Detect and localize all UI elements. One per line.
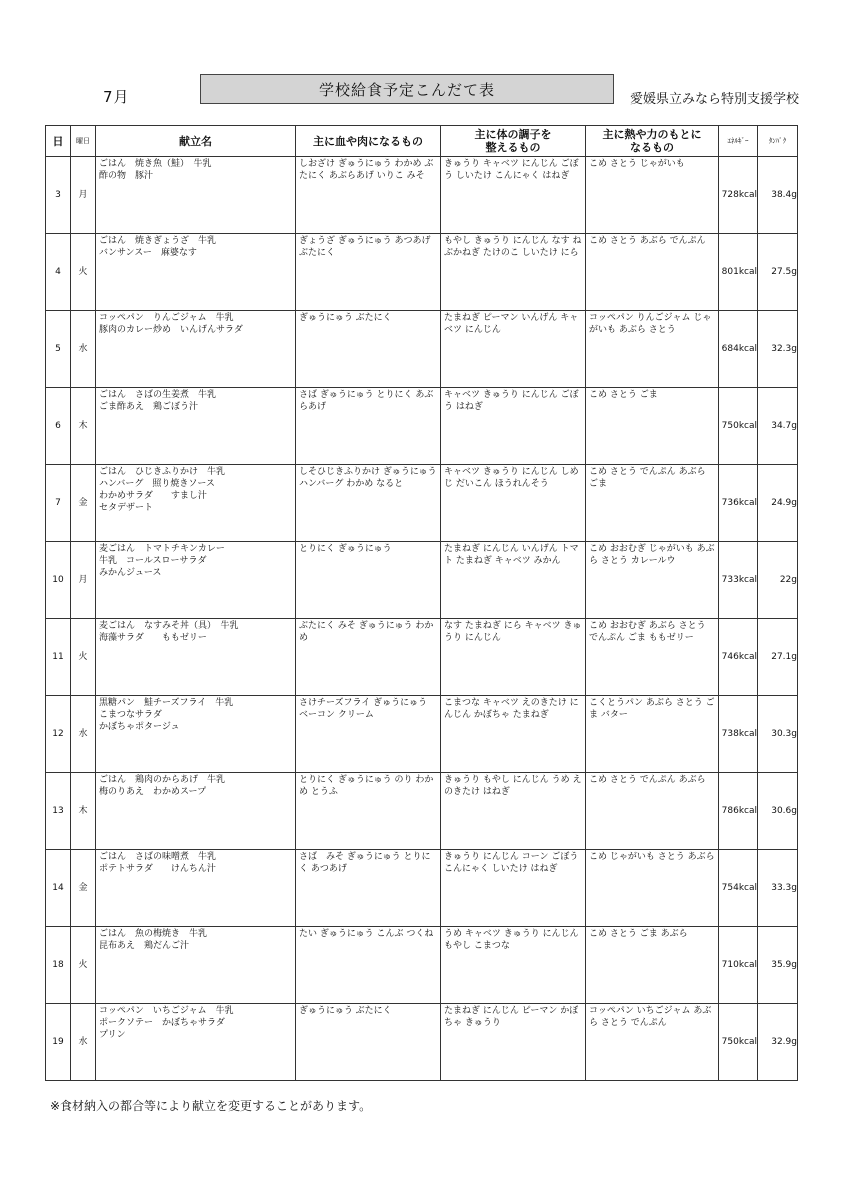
protein-cell: 30.6g (758, 773, 798, 850)
table-row (46, 696, 798, 773)
header-heat-line1: 主に熱や力のもとに (602, 128, 702, 141)
day-cell: 12 (46, 696, 71, 773)
school-name: 愛媛県立みなら特別支援学校 (630, 92, 800, 107)
menu-cell: 麦ごはん トマトチキンカレー 牛乳 コールスローサラダ みかんジュース (99, 544, 225, 578)
blood-cell: ぎゅうにゅう ぶたにく (299, 313, 392, 323)
protein-cell: 27.5g (758, 234, 798, 311)
heat-cell: こくとうパン あぶら さとう ごま バター (589, 698, 715, 720)
header-heat-line2: なるもの (630, 141, 674, 154)
page-title-text: 学校給食予定こんだて表 (318, 80, 495, 99)
heat-cell: こめ さとう ごま (589, 390, 658, 400)
body-cell: きゅうり もやし にんじん うめ えのきたけ はねぎ (444, 775, 582, 797)
body-cell: たまねぎ にんじん いんげん トマト たまねぎ キャベツ みかん (444, 544, 579, 566)
day-cell: 10 (46, 542, 71, 619)
weekday-cell: 水 (71, 696, 96, 773)
energy-cell: 750kcal (719, 388, 758, 465)
blood-cell: さば みそ ぎゅうにゅう とりにく あつあげ (299, 852, 431, 874)
day-cell: 7 (46, 465, 71, 542)
protein-cell: 34.7g (758, 388, 798, 465)
blood-cell: ぎょうざ ぎゅうにゅう あつあげ ぶたにく (299, 236, 431, 258)
table-row (46, 542, 798, 619)
energy-cell: 733kcal (719, 542, 758, 619)
heat-cell: こめ じゃがいも さとう あぶら (589, 852, 715, 862)
day-cell: 4 (46, 234, 71, 311)
protein-cell: 32.3g (758, 311, 798, 388)
table-row (46, 388, 798, 465)
day-cell: 18 (46, 927, 71, 1004)
energy-cell: 786kcal (719, 773, 758, 850)
header-weekday: 曜日 (71, 126, 96, 157)
weekday-cell: 火 (71, 619, 96, 696)
menu-cell: 麦ごはん なすみそ丼（具） 牛乳 海藻サラダ ももゼリー (99, 621, 239, 643)
footnote: ※食材納入の都合等により献立を変更することがあります。 (50, 1099, 372, 1113)
energy-cell: 746kcal (719, 619, 758, 696)
menu-cell: ごはん さばの生姜煮 牛乳 ごま酢あえ 鶏ごぼう汁 (99, 390, 217, 412)
body-cell: キャベツ きゅうり にんじん ごぼう はねぎ (444, 390, 579, 412)
energy-cell: 710kcal (719, 927, 758, 1004)
day-cell: 11 (46, 619, 71, 696)
weekday-cell: 金 (71, 465, 96, 542)
blood-cell: さけチーズフライ ぎゅうにゅう ベーコン クリーム (299, 698, 427, 720)
day-cell: 13 (46, 773, 71, 850)
table-row (46, 234, 798, 311)
blood-cell: さば ぎゅうにゅう とりにく あぶらあげ (299, 390, 434, 412)
protein-cell: 38.4g (758, 157, 798, 234)
heat-cell: こめ さとう あぶら でんぷん (589, 236, 706, 246)
energy-cell: 728kcal (719, 157, 758, 234)
header-body-line2: 整えるもの (485, 141, 541, 154)
header-protein: ﾀﾝﾊﾟｸ (758, 126, 798, 157)
blood-cell: しおざけ ぎゅうにゅう わかめ ぶたにく あぶらあげ いりこ みそ (299, 159, 434, 181)
header-energy: ｴﾈﾙｷﾞｰ (719, 126, 758, 157)
weekday-cell: 火 (71, 927, 96, 1004)
header-body (441, 126, 586, 157)
menu-cell: ごはん さばの味噌煮 牛乳 ポテトサラダ けんちん汁 (99, 852, 217, 874)
energy-cell: 684kcal (719, 311, 758, 388)
heat-cell: こめ おおむぎ じゃがいも あぶら さとう カレールウ (589, 544, 715, 566)
day-cell: 6 (46, 388, 71, 465)
table-header-row (46, 126, 798, 157)
heat-cell: こめ さとう ごま あぶら (589, 929, 688, 939)
heat-cell: こめ おおむぎ あぶら さとう でんぷん ごま ももゼリー (589, 621, 706, 643)
header-heat (586, 126, 719, 157)
body-cell: なす たまねぎ にら キャベツ きゅうり にんじん (444, 621, 582, 643)
blood-cell: ぶたにく みそ ぎゅうにゅう わかめ (299, 621, 434, 643)
heat-cell: コッペパン りんごジャム じゃがいも あぶら さとう (589, 313, 712, 335)
protein-cell: 27.1g (758, 619, 798, 696)
page-title (200, 74, 614, 104)
table-row (46, 927, 798, 1004)
day-cell: 5 (46, 311, 71, 388)
energy-cell: 754kcal (719, 850, 758, 927)
table-row (46, 465, 798, 542)
menu-cell: 黒糖パン 鮭チーズフライ 牛乳 こまつなサラダ かぼちゃポタージュ (99, 698, 234, 732)
body-cell: たまねぎ ピーマン いんげん キャベツ にんじん (444, 313, 579, 335)
table-row (46, 773, 798, 850)
weekday-cell: 火 (71, 234, 96, 311)
weekday-cell: 月 (71, 157, 96, 234)
table-row (46, 619, 798, 696)
header-body-line1: 主に体の調子を (474, 128, 552, 141)
body-cell: うめ キャベツ きゅうり にんじん もやし こまつな (444, 929, 579, 951)
menu-cell: ごはん 焼き魚（鮭） 牛乳 酢の物 豚汁 (99, 159, 212, 181)
heat-cell: こめ さとう でんぷん あぶら (589, 775, 706, 785)
weekday-cell: 木 (71, 773, 96, 850)
weekday-cell: 月 (71, 542, 96, 619)
menu-cell: ごはん 魚の梅焼き 牛乳 昆布あえ 鶏だんご汁 (99, 929, 208, 951)
weekday-cell: 木 (71, 388, 96, 465)
menu-table (45, 125, 798, 1081)
weekday-cell: 水 (71, 1004, 96, 1081)
menu-cell: ごはん 鶏肉のからあげ 牛乳 梅のりあえ わかめスープ (99, 775, 226, 797)
heat-cell: こめ さとう でんぷん あぶら ごま (589, 467, 706, 489)
menu-cell: コッペパン りんごジャム 牛乳 豚肉のカレー炒め いんげんサラダ (99, 313, 243, 335)
energy-cell: 750kcal (719, 1004, 758, 1081)
protein-cell: 32.9g (758, 1004, 798, 1081)
table-row (46, 157, 798, 234)
day-cell: 19 (46, 1004, 71, 1081)
protein-cell: 22g (758, 542, 798, 619)
energy-cell: 801kcal (719, 234, 758, 311)
table-row (46, 311, 798, 388)
energy-cell: 736kcal (719, 465, 758, 542)
body-cell: キャベツ きゅうり にんじん しめじ だいこん ほうれんそう (444, 467, 579, 489)
body-cell: きゅうり にんじん コーン ごぼう こんにゃく しいたけ はねぎ (444, 852, 579, 874)
blood-cell: しそひじきふりかけ ぎゅうにゅう ハンバーグ わかめ なると (299, 467, 437, 489)
table-row (46, 1004, 798, 1081)
header-blood: 主に血や肉になるもの (296, 126, 441, 157)
body-cell: たまねぎ にんじん ピーマン かぼちゃ きゅうり (444, 1006, 579, 1028)
table-row (46, 850, 798, 927)
menu-cell: ごはん ひじきふりかけ 牛乳 ハンバーグ 照り焼きソース わかめサラダ すまし汁 セタデザート (99, 467, 226, 513)
weekday-cell: 金 (71, 850, 96, 927)
weekday-cell: 水 (71, 311, 96, 388)
protein-cell: 30.3g (758, 696, 798, 773)
body-cell: きゅうり キャベツ にんじん ごぼう しいたけ こんにゃく はねぎ (444, 159, 579, 181)
energy-cell: 738kcal (719, 696, 758, 773)
menu-cell: ごはん 焼きぎょうざ 牛乳 バンサンスー 麻婆なす (99, 236, 217, 258)
heat-cell: コッペパン いちごジャム あぶら さとう でんぷん (589, 1006, 712, 1028)
blood-cell: とりにく ぎゅうにゅう (299, 544, 392, 554)
blood-cell: ぎゅうにゅう ぶたにく (299, 1006, 392, 1016)
protein-cell: 33.3g (758, 850, 798, 927)
day-cell: 3 (46, 157, 71, 234)
month-label: 7月 (103, 88, 130, 106)
blood-cell: とりにく ぎゅうにゅう のり わかめ とうふ (299, 775, 434, 797)
header-menu: 献立名 (96, 126, 296, 157)
protein-cell: 35.9g (758, 927, 798, 1004)
menu-cell: コッペパン いちごジャム 牛乳 ポークソテー かぼちゃサラダ プリン (99, 1006, 234, 1040)
header-day: 日 (46, 126, 71, 157)
blood-cell: たい ぎゅうにゅう こんぶ つくね (299, 929, 434, 939)
day-cell: 14 (46, 850, 71, 927)
protein-cell: 24.9g (758, 465, 798, 542)
heat-cell: こめ さとう じゃがいも (589, 159, 685, 169)
body-cell: こまつな キャベツ えのきたけ にんじん かぼちゃ たまねぎ (444, 698, 579, 720)
body-cell: もやし きゅうり にんじん なす ねぶかねぎ たけのこ しいたけ にら (444, 236, 582, 258)
